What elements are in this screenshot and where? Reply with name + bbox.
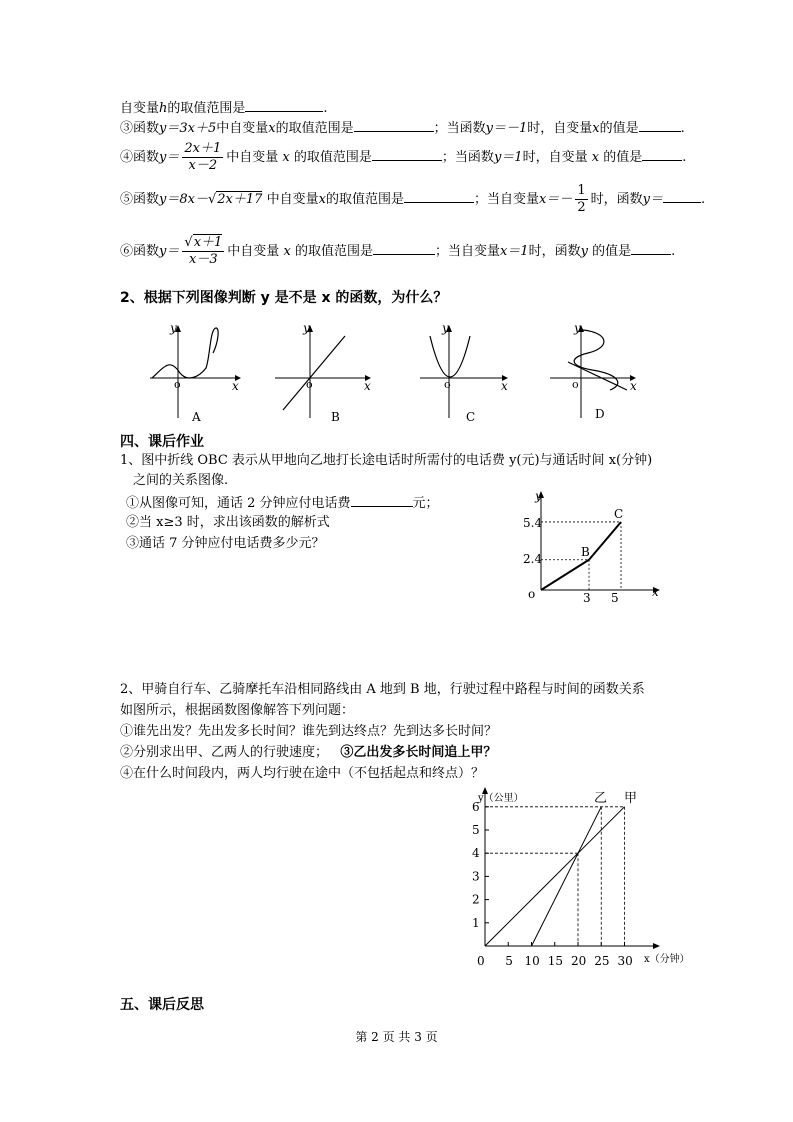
answer-blank[interactable] — [354, 119, 434, 132]
x-tick-label: 5 — [505, 954, 513, 968]
svg-text:x: x — [630, 379, 637, 393]
svg-text:o: o — [174, 378, 181, 391]
tick-y-label: 2.4 — [523, 552, 543, 566]
question-4: ④函数y＝ $\frac{2x+1}{x-2}$ 中自变量 x 的取值范围是 ；当函数y＝1时，自变量 x 的值是 . — [120, 141, 687, 173]
answer-blank[interactable] — [663, 190, 701, 203]
p1-q2: ②当 x≥3 时，求出该函数的解析式 — [126, 515, 330, 530]
x-tick-label: 15 — [547, 954, 564, 968]
y-tick-label: 4 — [472, 846, 480, 861]
question-2-title: 2、根据下列图像判断 y 是不是 x 的函数，为什么？ — [120, 290, 448, 306]
svg-text:o: o — [444, 378, 451, 391]
answer-blank[interactable] — [351, 494, 413, 507]
y-tick-label: 1 — [472, 915, 480, 930]
x-tick-label: 10 — [524, 954, 540, 968]
svg-text:C: C — [466, 410, 476, 424]
p1-line2: 之间的关系图像. — [133, 473, 229, 488]
label-yi: 乙 — [594, 791, 608, 806]
page-footer: 第 2 页 共 3 页 — [355, 1030, 438, 1044]
point-c-label: C — [614, 507, 624, 521]
y-tick-label: 3 — [472, 869, 480, 884]
answer-blank[interactable] — [631, 242, 671, 255]
fraction: $\frac{1}{2}$ — [577, 183, 586, 215]
p2-q2: ②分别求出甲、乙两人的行驶速度； ③乙出发多长时间追上甲？ — [120, 745, 497, 760]
svg-text:y: y — [170, 321, 177, 335]
y-tick-label: 5 — [472, 823, 480, 837]
series-line-yi — [532, 807, 602, 946]
y-tick-label: 6 — [472, 799, 480, 814]
p2-q1: ①谁先出发？先出发多长时间？谁先到达终点？先到达多长时间？ — [120, 724, 498, 739]
graph-b — [275, 321, 371, 424]
section-4-title: 四、课后作业 — [120, 434, 204, 450]
svg-text:x: x — [364, 379, 371, 393]
svg-text:A: A — [192, 410, 201, 424]
question-3: ③函数y＝3x＋5中自变量x的取值范围是 ；当函数y＝－1时，自变量x的值是 . — [120, 121, 685, 136]
tick-x-label: 5 — [611, 591, 619, 605]
p2-q4: ④在什么时间段内，两人均行驶在途中（不包括起点和终点）？ — [120, 766, 485, 781]
axis-x-label: x — [652, 585, 659, 599]
label-jia: 甲 — [624, 791, 638, 806]
graph-a — [150, 321, 241, 424]
p1-q3: ③通话 7 分钟应付电话费多少元？ — [126, 536, 325, 551]
graphs-abcd — [140, 318, 670, 428]
origin-label: o — [528, 587, 536, 601]
p1-q1: ①从图像可知，通话 2 分钟应付电话费 元； — [126, 496, 439, 511]
point-b-label: B — [581, 545, 590, 559]
graph-c — [420, 321, 508, 424]
answer-blank[interactable] — [639, 119, 681, 132]
p2-line2: 如图所示，根据函数图像解答下列问题： — [120, 703, 355, 718]
series-line-jia — [485, 807, 625, 946]
x-tick-label: 20 — [571, 954, 587, 968]
svg-text:D: D — [595, 407, 605, 421]
y-tick-label: 2 — [472, 892, 480, 907]
section-5-title: 五、课后反思 — [120, 997, 204, 1013]
axis-y-label: y — [535, 489, 542, 503]
answer-blank[interactable] — [245, 99, 323, 112]
answer-blank[interactable] — [373, 242, 435, 255]
answer-blank[interactable] — [404, 190, 474, 203]
fraction: $\frac{√x+1}{x-3}$ — [184, 235, 223, 267]
x-axis-arrow — [653, 943, 660, 949]
x-tick-label: 0 — [477, 954, 485, 968]
p2-line1: 2、甲骑自行车、乙骑摩托车沿相同路线由 A 地到 B 地，行驶过程中路程与时间的函数关系 — [120, 682, 645, 697]
svg-text:B: B — [331, 410, 340, 424]
tick-y-label: 5.4 — [523, 516, 543, 530]
svg-text:x: x — [501, 379, 508, 393]
svg-text:y: y — [574, 321, 581, 335]
p1-line1: 1、图中折线 OBC 表示从甲地向乙地打长途电话时所需付的电话费 y(元)与通话时间 x(分钟) — [120, 453, 653, 468]
svg-text:x: x — [232, 379, 239, 393]
fraction: $\frac{2x+1}{x-2}$ — [184, 141, 222, 173]
x-tick-label: 25 — [594, 954, 610, 968]
chart-obc — [518, 486, 668, 606]
tick-x-label: 3 — [583, 591, 591, 605]
svg-text:y: y — [303, 321, 310, 335]
svg-text:y: y — [442, 321, 449, 335]
svg-text:o: o — [572, 378, 579, 391]
question-5: ⑤函数y＝8x－√2x＋17 中自变量x的取值范围是 ；当自变量x＝－ $\frac{1}{2}$ 时，函数y＝ . — [120, 183, 706, 215]
chart-jia-yi — [466, 786, 706, 976]
question-6: ⑥函数y＝ $\frac{√x+1}{x-3}$ 中自变量 x 的取值范围是 ；当自变量x＝1时，函数y 的值是 . — [120, 235, 676, 267]
x-tick-label: 30 — [617, 954, 633, 968]
answer-blank[interactable] — [372, 148, 442, 161]
axis-y-label: y（公里） — [478, 793, 524, 804]
svg-text:o: o — [306, 378, 313, 391]
graph-d — [550, 321, 637, 421]
answer-blank[interactable] — [642, 148, 682, 161]
line-h-range: 自变量h的取值范围是 . — [120, 101, 328, 116]
axis-x-label: x（分钟） — [644, 954, 690, 965]
